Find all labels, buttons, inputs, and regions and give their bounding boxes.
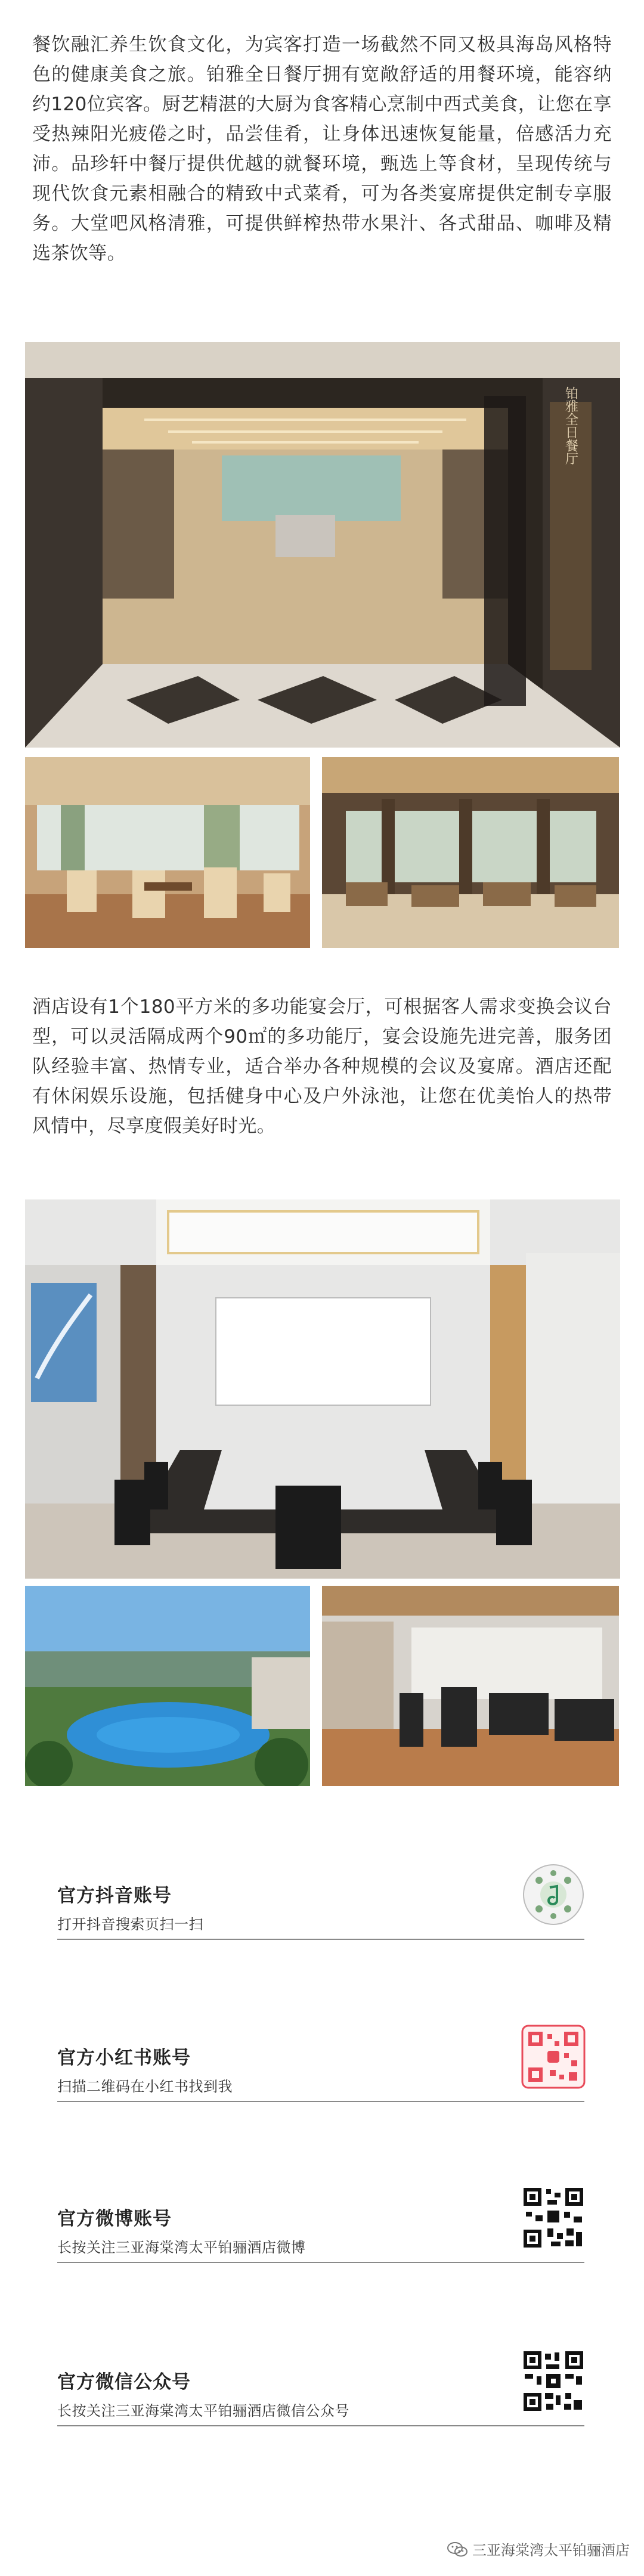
social-desc: 打开抖音搜索页扫一扫 [57, 1916, 203, 1933]
social-account-weibo[interactable] [57, 2168, 586, 2287]
watermark [447, 2538, 630, 2559]
social-account-wechat[interactable] [57, 2331, 586, 2450]
social-title: 官方微博账号 [57, 2208, 172, 2230]
restaurant-sign: 铂雅全日餐厅 [563, 386, 578, 465]
social-desc: 长按关注三亚海棠湾太平铂骊酒店微博 [57, 2239, 306, 2256]
dining-intro-text: 餐饮融汇养生饮食文化，为宾客打造一场截然不同又极具海岛风格特色的健康美食之旅。铂雅全日餐厅拥有宽敞舒适的用餐环境，能容纳约120位宾客。厨艺精湛的大厨为食客精心烹制中西式美食，让您在享受热辣阳光疲倦之时，品尝佳肴，让身体迅速恢复能量，倍感活力充沛。品珍轩中餐厅提供优越的就餐环境，甄选上等食材，呈现传统与现代饮食元素相融合的精致中式菜肴，可为各类宴席提供定制专享服务。大堂吧风格清雅，可提供鲜榨热带水果汁、各式甜品、咖啡及精选茶饮等。 [32, 34, 612, 264]
social-title: 官方抖音账号 [57, 1885, 172, 1907]
social-desc: 扫描二维码在小红书找到我 [57, 2078, 233, 2095]
lobby-bar-photo [322, 757, 619, 948]
social-account-xiaohongshu[interactable] [57, 2007, 586, 2126]
watermark-text: 三亚海棠湾太平铂骊酒店 [472, 2542, 630, 2559]
douyin-code-icon[interactable] [521, 1862, 586, 1927]
pool-photo [25, 1586, 310, 1786]
qr-code-icon[interactable] [521, 2186, 586, 2250]
divider [57, 2262, 584, 2263]
divider [57, 2101, 584, 2102]
divider [57, 1939, 584, 1940]
gym-photo [322, 1586, 619, 1786]
dining-room-photo [25, 757, 310, 948]
wechat-icon [447, 2541, 467, 2557]
restaurant-entrance-photo [25, 342, 620, 748]
qr-code-icon[interactable] [521, 2349, 586, 2413]
social-title: 官方微信公众号 [57, 2372, 191, 2393]
social-account-douyin[interactable] [57, 1845, 586, 1964]
divider [57, 2425, 584, 2426]
xiaohongshu-code-icon[interactable] [521, 2025, 586, 2089]
social-desc: 长按关注三亚海棠湾太平铂骊酒店微信公众号 [57, 2403, 349, 2419]
social-title: 官方小红书账号 [57, 2047, 191, 2069]
meeting-intro-text: 酒店设有1个180平方米的多功能宴会厅，可根据客人需求变换会议台型，可以灵活隔成两个90㎡的多功能厅，宴会设施先进完善，服务团队经验丰富、热情专业，适合举办各种规模的会议及宴席。酒店还配有休闲娱乐设施，包括健身中心及户外泳池，让您在优美怡人的热带风情中，尽享度假美好时光。 [32, 996, 612, 1137]
meeting-room-photo [25, 1199, 620, 1579]
